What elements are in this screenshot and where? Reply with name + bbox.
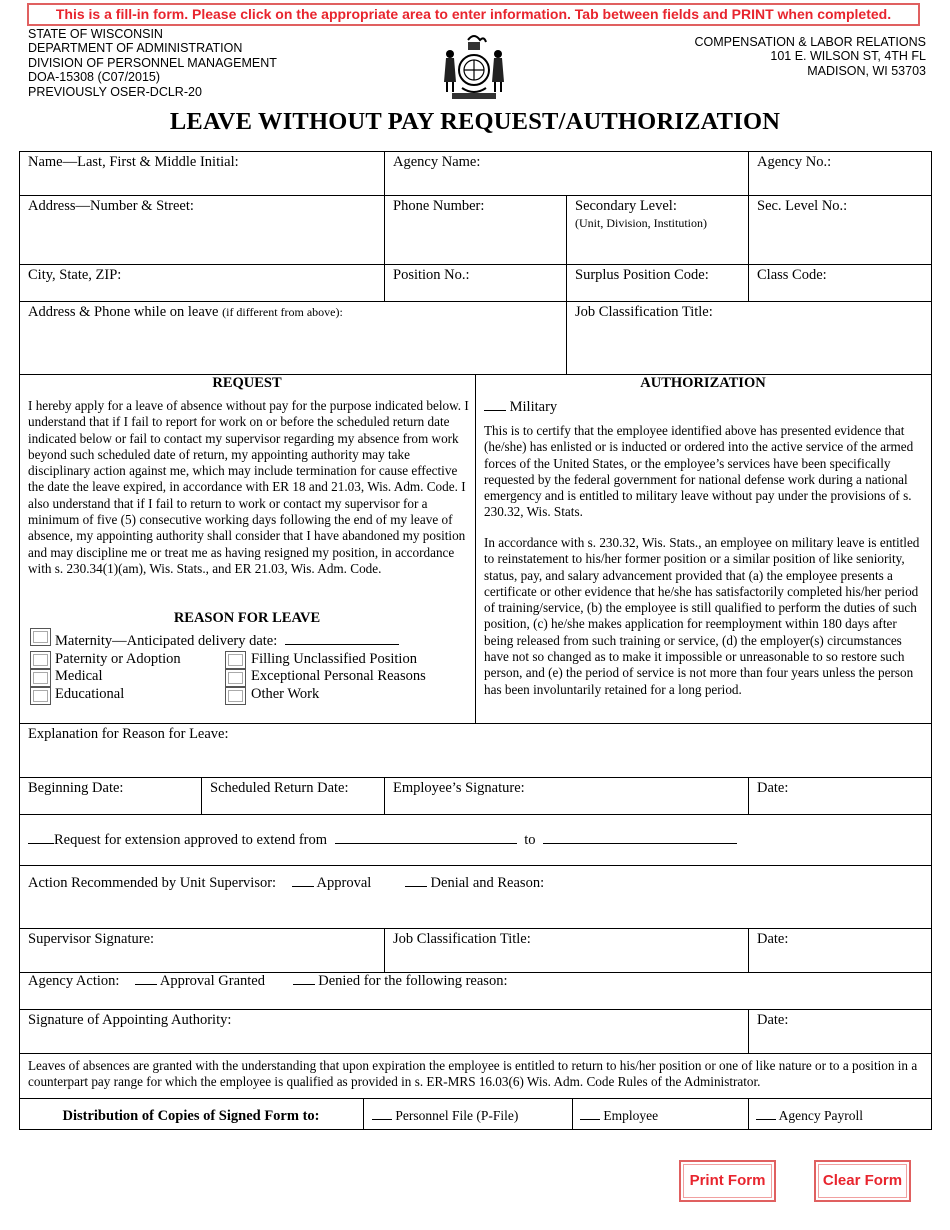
denial-label: Denial and Reason:: [430, 875, 545, 891]
military-check-blank[interactable]: [484, 399, 506, 411]
reason-heading: REASON FOR LEAVE: [173, 610, 321, 626]
phone-field[interactable]: [384, 196, 566, 264]
office-address: [694, 35, 926, 78]
header-line: STATE OF WISCONSIN: [28, 27, 163, 41]
class-code-field[interactable]: [748, 265, 931, 301]
secondary-level-field[interactable]: [566, 196, 748, 264]
authorization-heading: AUTHORIZATION: [640, 375, 766, 391]
personnel-file-label: Personnel File (P-File): [395, 1108, 519, 1123]
educational-checkbox[interactable]: [30, 687, 51, 705]
beginning-date-label: Beginning Date:: [28, 780, 124, 796]
date-label: Date:: [757, 931, 789, 947]
denied-label: Denied for the following reason:: [318, 973, 508, 989]
surplus-code-field[interactable]: [566, 265, 748, 301]
return-date-field[interactable]: [201, 778, 384, 814]
fill-in-instructions-banner: This is a fill-in form. Please click on the appropriate area to enter information. Tab between fields and PRINT when completed.: [27, 3, 920, 26]
secondary-level-label: Secondary Level:: [575, 198, 677, 214]
clear-form-button[interactable]: [814, 1160, 911, 1202]
supervisor-signature-label: Supervisor Signature:: [28, 931, 155, 947]
exceptional-reasons-label: Exceptional Personal Reasons: [251, 668, 426, 684]
agency-payroll-check-blank[interactable]: [756, 1108, 776, 1120]
name-field[interactable]: [19, 152, 384, 195]
extension-label: Request for extension approved to extend from: [54, 832, 328, 848]
position-no-field[interactable]: [384, 265, 566, 301]
print-form-label: Print Form: [683, 1164, 772, 1198]
personnel-file-option: [372, 1108, 518, 1124]
clear-form-label: Clear Form: [818, 1164, 907, 1198]
employee-copy-label: Employee: [603, 1108, 659, 1123]
agency-payroll-label: Agency Payroll: [778, 1108, 863, 1123]
leave-address-field[interactable]: [19, 302, 566, 374]
city-state-zip-field[interactable]: [19, 265, 384, 301]
header-line: 101 E. WILSON ST, 4TH FL: [770, 49, 926, 64]
other-work-label: Other Work: [251, 686, 320, 702]
sec-level-no-field[interactable]: [748, 196, 931, 264]
other-work-checkbox[interactable]: [225, 687, 246, 705]
date-label: Date:: [757, 1012, 789, 1028]
header-line: COMPENSATION & LABOR RELATIONS: [694, 35, 926, 49]
supervisor-recommendation-row: [28, 875, 544, 892]
agency-no-field[interactable]: [748, 152, 931, 195]
agency-name-field[interactable]: [384, 152, 748, 195]
supervisor-signature-field[interactable]: [19, 929, 384, 972]
name-label: Name—Last, First & Middle Initial:: [28, 154, 239, 170]
educational-label: Educational: [55, 686, 125, 702]
appointing-date-field[interactable]: [748, 1010, 931, 1053]
header-line: DEPARTMENT OF ADMINISTRATION: [28, 41, 243, 56]
employee-copy-option: [580, 1108, 658, 1124]
leave-address-label: Address & Phone while on leave: [28, 304, 219, 320]
position-no-label: Position No.:: [393, 267, 470, 283]
print-form-button[interactable]: [679, 1160, 776, 1202]
denied-check-blank[interactable]: [293, 973, 315, 985]
request-statement: I hereby apply for a leave of absence without pay for the purpose indicated below. I understand that if I fail to report for work on or before the scheduled return date indicated below or fail to contact my supervisor regarding my absence from work beyond such scheduled date of return, my appointing authority may take disciplinary action against me, which may include termination for cause effective the date the leave expired, in accordance with ER 18 and 21.03, Wis. Adm. Code. I also understand that if I fail to return to work or contact my supervisor for a minimum of five (5) consecutive working days following the end of my leave of absence, my appointing authority shall consider that I have abandoned my position and may discipline me or treat me as having resigned my position, in accordance with s. 230.34(1)(am), Wis. Stats., and ER 21.03, Wis. Adm. Code.: [28, 398, 469, 576]
header-line: MADISON, WI 53703: [807, 63, 926, 78]
agency-action-label: Agency Action:: [28, 973, 120, 989]
filling-unclassified-checkbox[interactable]: [225, 651, 246, 669]
appointing-authority-signature-field[interactable]: [19, 1010, 748, 1053]
beginning-date-field[interactable]: [19, 778, 201, 814]
header-line: DOA-15308 (C07/2015): [28, 70, 161, 85]
extension-check-blank[interactable]: [28, 832, 54, 844]
extend-to-input[interactable]: [543, 832, 737, 844]
request-heading: REQUEST: [212, 375, 282, 391]
medical-label: Medical: [55, 668, 103, 684]
to-label: to: [524, 832, 536, 848]
secondary-level-hint: (Unit, Division, Institution): [575, 216, 707, 230]
explanation-field[interactable]: [19, 724, 931, 777]
approval-granted-check-blank[interactable]: [135, 973, 157, 985]
action-recommended-label: Action Recommended by Unit Supervisor:: [28, 875, 277, 891]
phone-label: Phone Number:: [393, 198, 485, 214]
class-code-label: Class Code:: [757, 267, 827, 283]
personnel-file-check-blank[interactable]: [372, 1108, 392, 1120]
distribution-label: Distribution of Copies of Signed Form to:: [62, 1108, 320, 1124]
paternity-label: Paternity or Adoption: [55, 651, 181, 667]
explanation-label: Explanation for Reason for Leave:: [28, 726, 229, 742]
supervisor-job-title-field[interactable]: [384, 929, 748, 972]
agency-no-label: Agency No.:: [757, 154, 832, 170]
maternity-option: [55, 633, 399, 650]
employee-date-field[interactable]: [748, 778, 931, 814]
military-certification-text: This is to certify that the employee identified above has presented evidence that (he/she) has enlisted or is inducted or ordered into the active service of the armed forces of the United States, or the employee’s services have been specifically requested by the federal government for national defense work during a national emergency and is entitled to military leave without pay under the provisions of s. 230.32, Wis. Stats.: [484, 423, 914, 520]
header-line: PREVIOUSLY OSER-DCLR-20: [28, 84, 202, 99]
job-classification-field[interactable]: [566, 302, 931, 374]
approval-granted-label: Approval Granted: [159, 973, 265, 989]
delivery-date-input[interactable]: [285, 633, 399, 645]
medical-checkbox[interactable]: [30, 669, 51, 687]
military-label: Military: [509, 399, 558, 415]
agency-header: [28, 27, 277, 99]
employee-signature-field[interactable]: [384, 778, 748, 814]
reinstatement-text: In accordance with s. 230.32, Wis. Stats., an employee on military leave is entitled to reinstatement to his/her former position or a similar position of like seniority, status, pay, and salary advancement provided that (a) the employee presents a certificate or other evidence that he/she has satisfactorily completed his/her period of training/service, (b) the employee is still qualified to perform the duties of such position, (c) he/she makes application for reemployment within 180 days after being released from such training or service, (d) the employer(s) circumstances have not so changed as to make it impossible or unreasonable to so restore such person, and (e) the period of service is not more than four years unless the person has been involuntarily retained for a long period.: [484, 535, 920, 697]
paternity-checkbox[interactable]: [30, 651, 51, 669]
approval-check-blank[interactable]: [292, 875, 314, 887]
maternity-checkbox[interactable]: [30, 628, 51, 646]
form-title: LEAVE WITHOUT PAY REQUEST/AUTHORIZATION: [169, 108, 781, 135]
address-label: Address—Number & Street:: [28, 198, 194, 214]
employee-signature-label: Employee’s Signature:: [393, 780, 525, 796]
surplus-label: Surplus Position Code:: [575, 267, 709, 283]
agency-action-row: [28, 973, 507, 990]
extension-row: [28, 832, 737, 849]
date-label: Date:: [757, 780, 789, 796]
job-classification-label: Job Classification Title:: [575, 304, 713, 320]
agency-name-label: Agency Name:: [393, 154, 481, 170]
filling-unclassified-label: Filling Unclassified Position: [251, 651, 417, 667]
city-label: City, State, ZIP:: [28, 267, 122, 283]
appointing-authority-label: Signature of Appointing Authority:: [28, 1012, 232, 1028]
exceptional-reasons-checkbox[interactable]: [225, 669, 246, 687]
leave-conditions-note: Leaves of absences are granted with the understanding that upon expiration the employee is entitled to return to his/her position or one of like nature or to a position in a counterpart pay range for which the employee is qualified as provided in s. ER-MRS 16.03(6) Wis. Adm. Code Rules of the Administrator.: [28, 1058, 918, 1090]
state-seal-icon: [440, 30, 508, 102]
agency-payroll-option: [756, 1108, 863, 1124]
denial-check-blank[interactable]: [405, 875, 427, 887]
maternity-label: Maternity—Anticipated delivery date:: [55, 633, 278, 649]
address-field[interactable]: [19, 196, 384, 264]
extend-from-input[interactable]: [335, 832, 517, 844]
approval-label: Approval: [316, 875, 372, 891]
job-title-label: Job Classification Title:: [393, 931, 531, 947]
header-line: DIVISION OF PERSONNEL MANAGEMENT: [28, 55, 277, 70]
employee-copy-check-blank[interactable]: [580, 1108, 600, 1120]
sec-level-no-label: Sec. Level No.:: [757, 198, 848, 214]
leave-address-hint: (if different from above):: [222, 305, 343, 319]
military-option: [484, 399, 557, 416]
return-date-label: Scheduled Return Date:: [210, 780, 349, 796]
supervisor-date-field[interactable]: [748, 929, 931, 972]
